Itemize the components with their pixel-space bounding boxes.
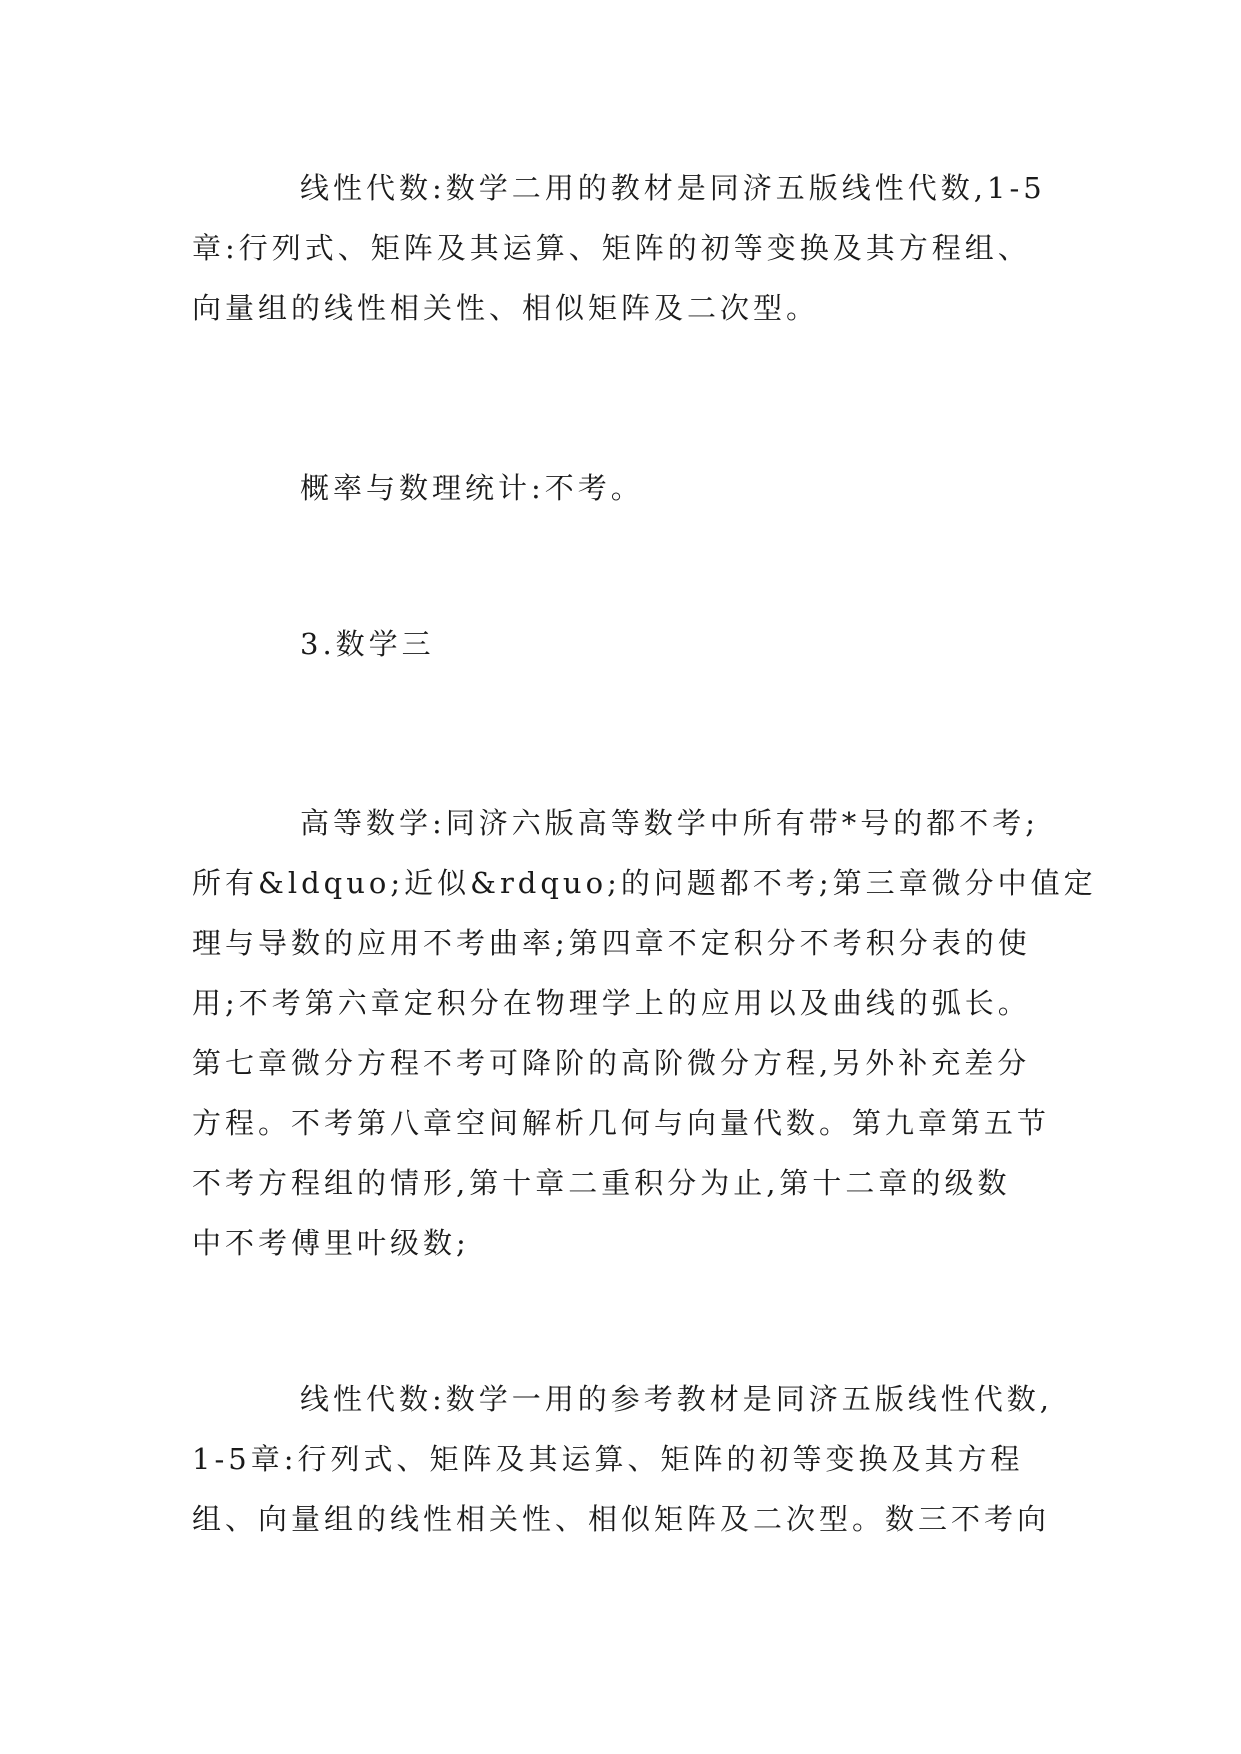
text-line: 第七章微分方程不考可降阶的高阶微分方程,另外补充差分: [192, 1046, 1031, 1080]
paragraph-linear-algebra-math1: [192, 1369, 1052, 1549]
paragraph-probability-statistics: [192, 458, 1052, 518]
section-heading-math3: [192, 614, 1052, 674]
text-line: 高等数学:同济六版高等数学中所有带*号的都不考;: [300, 806, 1040, 840]
paragraph-advanced-math: [192, 793, 1097, 1273]
text-line: 方程。不考第八章空间解析几何与向量代数。第九章第五节: [192, 1106, 1051, 1140]
text-line: 1-5章:行列式、矩阵及其运算、矩阵的初等变换及其方程: [192, 1442, 1024, 1476]
text-line: 章:行列式、矩阵及其运算、矩阵的初等变换及其方程组、: [192, 231, 1031, 265]
text-line: 理与导数的应用不考曲率;第四章不定积分不考积分表的使: [192, 926, 1031, 960]
text-line: 概率与数理统计:不考。: [300, 471, 644, 505]
text-line: 中不考傅里叶级数;: [192, 1226, 470, 1260]
text-line: 组、向量组的线性相关性、相似矩阵及二次型。数三不考向: [192, 1502, 1051, 1536]
paragraph-linear-algebra-math2: [192, 158, 1052, 338]
text-line: 3.数学三: [300, 627, 435, 661]
text-line: 线性代数:数学一用的参考教材是同济五版线性代数,: [300, 1382, 1053, 1416]
text-line: 不考方程组的情形,第十章二重积分为止,第十二章的级数: [192, 1166, 1011, 1200]
text-line: 线性代数:数学二用的教材是同济五版线性代数,1-5: [300, 171, 1046, 205]
text-line: 所有&ldquo;近似&rdquo;的问题都不考;第三章微分中值定: [192, 866, 1097, 900]
text-line: 用;不考第六章定积分在物理学上的应用以及曲线的弧长。: [192, 986, 1031, 1020]
text-line: 向量组的线性相关性、相似矩阵及二次型。: [192, 291, 820, 325]
